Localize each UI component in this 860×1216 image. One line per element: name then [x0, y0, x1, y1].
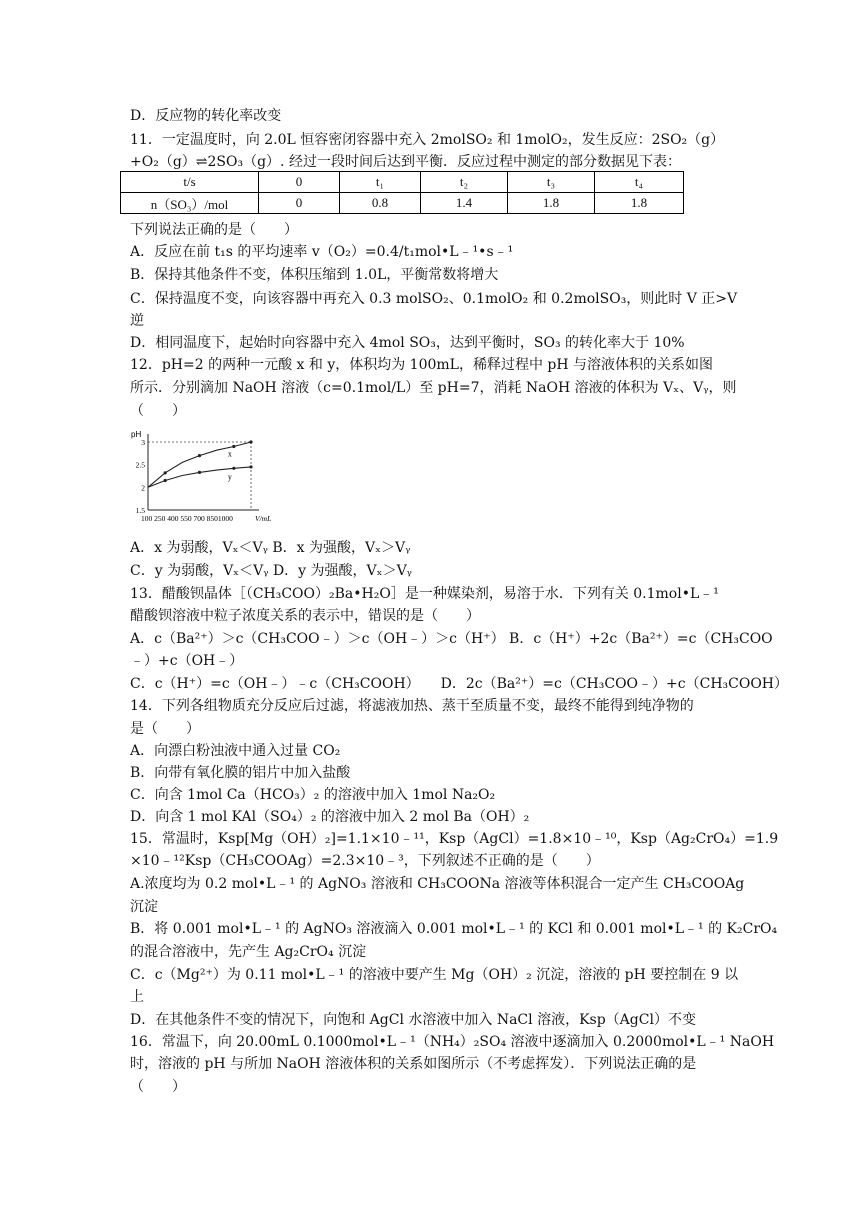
series-label: x — [227, 449, 232, 459]
table-cell: 1.4 — [421, 193, 508, 214]
table-cell: 0 — [259, 172, 340, 193]
text-line: 下列说法正确的是（ ） — [130, 222, 298, 238]
text-line: B．将 0.001 mol•L﹣¹ 的 AgNO₃ 溶液滴入 0.001 mol•L﹣¹ 的 KCl 和 0.001 mol•L﹣¹ 的 K₂CrO₄ — [130, 921, 778, 937]
text-line: C．保持温度不变，向该容器中再充入 0.3 molSO₂、0.1molO₂ 和 0.2molSO₃，则此时 V 正>V — [130, 291, 738, 307]
table-cell: 1.8 — [508, 193, 595, 214]
text-line: 的混合溶液中，先产生 Ag₂CrO₄ 沉淀 — [130, 944, 367, 960]
table-cell: t/s — [121, 172, 259, 193]
table-cell: t₁ — [340, 172, 421, 193]
table-cell: n（SO₃）/mol — [121, 193, 259, 214]
table-cell: t₄ — [595, 172, 684, 193]
series-line-y — [148, 467, 251, 487]
data-point — [198, 454, 201, 457]
series-label: y — [227, 472, 232, 482]
text-line: D．向含 1 mol KAl（SO₄）₂ 的溶液中加入 2 mol Ba（OH）₂ — [130, 809, 530, 825]
text-line: 醋酸钡溶液中粒子浓度关系的表示中，错误的是（ ） — [130, 608, 480, 624]
y-tick-label: 3 — [141, 438, 145, 447]
data-point — [232, 467, 235, 470]
text-line: A．反应在前 t₁s 的平均速率 v（O₂）=0.4/t₁mol•L﹣¹•s﹣¹ — [130, 244, 514, 260]
text-line: 15．常温时，Ksp[Mg（OH）₂]=1.1×10﹣¹¹，Ksp（AgCl）=1.8×10﹣¹⁰，Ksp（Ag₂CrO₄）=1.9 — [130, 831, 779, 847]
data-point — [164, 479, 167, 482]
y-tick-label: 2 — [141, 483, 145, 493]
x-axis-label: V/mL — [255, 514, 272, 523]
table-row — [121, 193, 684, 214]
text-line: 16．常温下，向 20.00mL 0.1000mol•L﹣¹（NH₄）₂SO₄ 溶液中逐滴加入 0.2000mol•L﹣¹ NaOH — [130, 1034, 775, 1050]
text-line: D．相同温度下，起始时向容器中充入 4mol SO₃，达到平衡时，SO₃ 的转化率大于 10% — [130, 335, 685, 351]
text-line: （ ） — [130, 403, 186, 419]
text-line: ×10﹣¹²Ksp（CH₃COOAg）=2.3×10﹣³，下列叙述不正确的是（ ） — [130, 853, 600, 869]
text-line: +O₂（g）⇌2SO₃（g）. 经过一段时间后达到平衡．反应过程中测定的部分数据见下表： — [130, 154, 681, 170]
table-cell: 1.8 — [595, 193, 684, 214]
data-point — [198, 471, 201, 474]
text-line: 所示．分别滴加 NaOH 溶液（c=0.1mol/L）至 pH=7，消耗 NaOH 溶液的体积为 Vₓ、Vᵧ，则 — [130, 380, 737, 396]
text-line: 时，溶液的 pH 与所加 NaOH 溶液体积的关系如图所示（不考虑挥发）．下列说法正确的是 — [130, 1056, 697, 1072]
table-cell: 0.8 — [340, 193, 421, 214]
text-line: A.浓度均为 0.2 mol•L﹣¹ 的 AgNO₃ 溶液和 CH₃COONa 溶液等体积混合一定产生 CH₃COOAg — [130, 876, 745, 892]
series-line-x — [148, 442, 251, 487]
text-line: 是（ ） — [130, 721, 200, 737]
data-point — [232, 445, 235, 448]
text-line: 14．下列各组物质充分反应后过滤，将滤液加热、蒸干至质量不变，最终不能得到纯净物的 — [130, 698, 694, 714]
text-line: C．y 为弱酸，Vₓ＜Vᵧ D．y 为强酸，Vₓ＞Vᵧ — [130, 563, 412, 579]
x-tick-labels: 100 250 400 550 700 8501000 — [141, 514, 233, 523]
text-line: D．反应物的转化率改变 — [130, 108, 282, 124]
y-axis-label: pH — [131, 430, 142, 439]
text-line: A．c（Ba²⁺）＞c（CH₃COO﹣）＞c（OH﹣）＞c（H⁺） B．c（H⁺）+2c（Ba²⁺）=c（CH₃COO — [130, 631, 773, 647]
text-line: 逆 — [130, 313, 144, 329]
text-line: C．向含 1mol Ca（HCO₃）₂ 的溶液中加入 1mol Na₂O₂ — [130, 787, 496, 803]
text-line: A．x 为弱酸，Vₓ＜Vᵧ B．x 为强酸，Vₓ＞Vᵧ — [130, 540, 411, 556]
text-line: A．向漂白粉浊液中通入过量 CO₂ — [130, 743, 341, 759]
text-line: D．在其他条件不变的情况下，向饱和 AgCl 水溶液中加入 NaCl 溶液，Ksp（AgCl）不变 — [130, 1012, 696, 1028]
table-cell: t₃ — [508, 172, 595, 193]
text-line: 11．一定温度时，向 2.0L 恒容密闭容器中充入 2molSO₂ 和 1molO₂，发生反应：2SO₂（g） — [130, 132, 725, 148]
text-line: 12．pH=2 的两种一元酸 x 和 y，体积均为 100mL，稀释过程中 pH 与溶液体积的关系如图 — [130, 357, 714, 373]
table-header-row — [121, 172, 684, 193]
table-cell: 0 — [259, 193, 340, 214]
y-tick-label: 2.5 — [135, 460, 145, 470]
data-point — [164, 471, 167, 474]
text-line: 沉淀 — [130, 899, 158, 915]
data-table — [120, 171, 684, 214]
y-tick-label: 1.5 — [135, 506, 145, 515]
text-line: （ ） — [130, 1079, 186, 1095]
data-point — [249, 465, 252, 468]
text-line: B．向带有氧化膜的铝片中加入盐酸 — [130, 765, 351, 781]
ph-volume-chart — [128, 428, 296, 528]
table-cell: t₂ — [421, 172, 508, 193]
text-line: B．保持其他条件不变，体积压缩到 1.0L，平衡常数将增大 — [130, 267, 499, 283]
text-line: C．c（Mg²⁺）为 0.11 mol•L﹣¹ 的溶液中要产生 Mg（OH）₂ 沉淀，溶液的 pH 要控制在 9 以 — [130, 967, 739, 983]
data-point — [249, 440, 252, 443]
text-line: C．c（H⁺）=c（OH﹣）﹣c（CH₃COOH） D．2c（Ba²⁺）=c（CH₃COO﹣）+c（CH₃COOH） — [130, 676, 789, 692]
text-line: ﹣）+c（OH﹣） — [130, 653, 244, 669]
text-line: 13．醋酸钡晶体［（CH₃COO）₂Ba•H₂O］是一种媒染剂，易溶于水．下列有关 0.1mol•L﹣¹ — [130, 586, 719, 602]
text-line: 上 — [130, 989, 144, 1005]
